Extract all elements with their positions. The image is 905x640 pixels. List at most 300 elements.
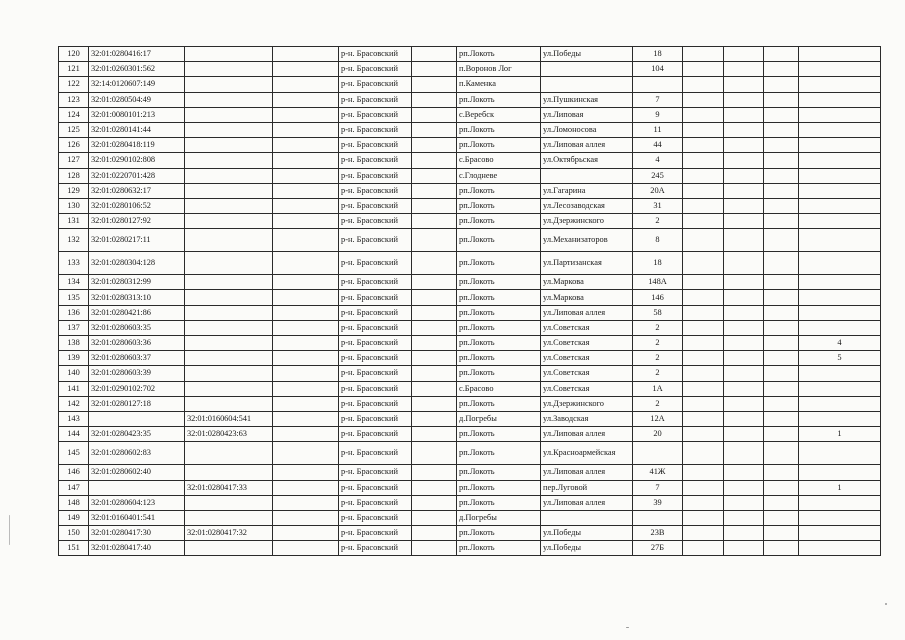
- cadastral-number-2: [185, 198, 273, 213]
- empty-cell: [724, 541, 764, 556]
- empty-cell: [764, 510, 799, 525]
- house-number-cell: 2: [633, 320, 683, 335]
- empty-cell: [764, 62, 799, 77]
- empty-cell: [412, 411, 457, 426]
- empty-cell: [724, 351, 764, 366]
- empty-cell: [683, 541, 724, 556]
- cadastral-number: 32:01:0280604:123: [89, 495, 185, 510]
- locality-cell: рп.Локоть: [457, 480, 541, 495]
- street-cell: ул.Победы: [541, 47, 633, 62]
- row-number: 126: [59, 138, 89, 153]
- cadastral-number-2: [185, 305, 273, 320]
- empty-cell: [683, 214, 724, 229]
- empty-cell: [724, 183, 764, 198]
- house-number-cell: 20: [633, 427, 683, 442]
- property-registry-table: [58, 46, 881, 556]
- cadastral-number-2: [185, 168, 273, 183]
- locality-cell: рп.Локоть: [457, 198, 541, 213]
- empty-cell: [683, 92, 724, 107]
- house-number-cell: 12А: [633, 411, 683, 426]
- table-row: [59, 480, 881, 495]
- locality-cell: рп.Локоть: [457, 305, 541, 320]
- house-number-cell: 146: [633, 290, 683, 305]
- locality-cell: с.Брасово: [457, 381, 541, 396]
- table-row: [59, 351, 881, 366]
- cadastral-number: 32:01:0280603:35: [89, 320, 185, 335]
- apartment-cell: [799, 214, 881, 229]
- cadastral-number: 32:01:0290102:808: [89, 153, 185, 168]
- house-number-cell: 18: [633, 252, 683, 275]
- cadastral-number-2: [185, 77, 273, 92]
- empty-cell: [273, 214, 339, 229]
- empty-cell: [412, 510, 457, 525]
- apartment-cell: 1: [799, 480, 881, 495]
- street-cell: ул.Маркова: [541, 290, 633, 305]
- empty-cell: [764, 480, 799, 495]
- cadastral-number-2: [185, 47, 273, 62]
- row-number: 136: [59, 305, 89, 320]
- empty-cell: [724, 305, 764, 320]
- apartment-cell: [799, 275, 881, 290]
- empty-cell: [764, 495, 799, 510]
- locality-cell: рп.Локоть: [457, 320, 541, 335]
- region-cell: р-н. Брасовский: [339, 122, 412, 137]
- apartment-cell: [799, 526, 881, 541]
- empty-cell: [683, 351, 724, 366]
- cadastral-number-2: [185, 290, 273, 305]
- empty-cell: [683, 480, 724, 495]
- row-number: 147: [59, 480, 89, 495]
- empty-cell: [764, 92, 799, 107]
- table-row: [59, 465, 881, 480]
- empty-cell: [412, 290, 457, 305]
- empty-cell: [412, 526, 457, 541]
- empty-cell: [724, 396, 764, 411]
- street-cell: ул.Липовая: [541, 107, 633, 122]
- house-number-cell: 2: [633, 366, 683, 381]
- locality-cell: с.Брасово: [457, 153, 541, 168]
- locality-cell: с.Веребск: [457, 107, 541, 122]
- empty-cell: [412, 396, 457, 411]
- empty-cell: [273, 366, 339, 381]
- empty-cell: [724, 107, 764, 122]
- locality-cell: с.Глодневе: [457, 168, 541, 183]
- cadastral-number-2: [185, 92, 273, 107]
- empty-cell: [764, 465, 799, 480]
- empty-cell: [724, 366, 764, 381]
- row-number: 128: [59, 168, 89, 183]
- empty-cell: [273, 351, 339, 366]
- cadastral-number: [89, 480, 185, 495]
- empty-cell: [412, 198, 457, 213]
- street-cell: [541, 77, 633, 92]
- region-cell: р-н. Брасовский: [339, 480, 412, 495]
- empty-cell: [412, 92, 457, 107]
- empty-cell: [683, 138, 724, 153]
- empty-cell: [273, 465, 339, 480]
- empty-cell: [764, 77, 799, 92]
- street-cell: ул.Красноармейская: [541, 442, 633, 465]
- street-cell: [541, 62, 633, 77]
- empty-cell: [412, 168, 457, 183]
- locality-cell: рп.Локоть: [457, 183, 541, 198]
- table-row: [59, 77, 881, 92]
- locality-cell: рп.Локоть: [457, 138, 541, 153]
- locality-cell: рп.Локоть: [457, 427, 541, 442]
- street-cell: ул.Советская: [541, 320, 633, 335]
- table-row: [59, 183, 881, 198]
- locality-cell: рп.Локоть: [457, 229, 541, 252]
- table-row: [59, 47, 881, 62]
- cadastral-number: 32:01:0280603:36: [89, 336, 185, 351]
- empty-cell: [273, 495, 339, 510]
- street-cell: ул.Пушкинская: [541, 92, 633, 107]
- cadastral-number: 32:01:0280603:37: [89, 351, 185, 366]
- street-cell: ул.Заводская: [541, 411, 633, 426]
- region-cell: р-н. Брасовский: [339, 107, 412, 122]
- empty-cell: [724, 214, 764, 229]
- apartment-cell: [799, 366, 881, 381]
- cadastral-number: 32:01:0280602:40: [89, 465, 185, 480]
- empty-cell: [683, 396, 724, 411]
- row-number: 130: [59, 198, 89, 213]
- street-cell: [541, 168, 633, 183]
- cadastral-number-2: 32:01:0280423:63: [185, 427, 273, 442]
- empty-cell: [724, 62, 764, 77]
- empty-cell: [724, 510, 764, 525]
- table-row: [59, 495, 881, 510]
- region-cell: р-н. Брасовский: [339, 541, 412, 556]
- street-cell: пер.Луговой: [541, 480, 633, 495]
- cadastral-number-2: [185, 183, 273, 198]
- table-row: [59, 427, 881, 442]
- locality-cell: рп.Локоть: [457, 122, 541, 137]
- street-cell: ул.Липовая аллея: [541, 138, 633, 153]
- empty-cell: [412, 275, 457, 290]
- cadastral-number-2: [185, 396, 273, 411]
- empty-cell: [764, 541, 799, 556]
- region-cell: р-н. Брасовский: [339, 396, 412, 411]
- empty-cell: [683, 168, 724, 183]
- cadastral-number-2: [185, 336, 273, 351]
- locality-cell: рп.Локоть: [457, 366, 541, 381]
- empty-cell: [273, 442, 339, 465]
- empty-cell: [273, 381, 339, 396]
- cadastral-number-2: [185, 138, 273, 153]
- empty-cell: [683, 381, 724, 396]
- empty-cell: [764, 351, 799, 366]
- row-number: 143: [59, 411, 89, 426]
- table-row: [59, 138, 881, 153]
- table-row: [59, 510, 881, 525]
- locality-cell: рп.Локоть: [457, 396, 541, 411]
- empty-cell: [683, 526, 724, 541]
- empty-cell: [412, 214, 457, 229]
- cadastral-number-2: [185, 381, 273, 396]
- empty-cell: [764, 183, 799, 198]
- cadastral-number-2: [185, 107, 273, 122]
- house-number-cell: 2: [633, 336, 683, 351]
- apartment-cell: [799, 381, 881, 396]
- empty-cell: [724, 168, 764, 183]
- apartment-cell: [799, 305, 881, 320]
- apartment-cell: [799, 62, 881, 77]
- empty-cell: [273, 77, 339, 92]
- empty-cell: [683, 62, 724, 77]
- table-row: [59, 275, 881, 290]
- apartment-cell: [799, 229, 881, 252]
- empty-cell: [273, 396, 339, 411]
- empty-cell: [683, 427, 724, 442]
- empty-cell: [273, 229, 339, 252]
- cadastral-number-2: [185, 495, 273, 510]
- street-cell: ул.Дзержинского: [541, 396, 633, 411]
- empty-cell: [412, 183, 457, 198]
- row-number: 120: [59, 47, 89, 62]
- region-cell: р-н. Брасовский: [339, 275, 412, 290]
- apartment-cell: [799, 183, 881, 198]
- empty-cell: [764, 229, 799, 252]
- empty-cell: [724, 381, 764, 396]
- apartment-cell: [799, 107, 881, 122]
- street-cell: [541, 510, 633, 525]
- empty-cell: [273, 183, 339, 198]
- empty-cell: [724, 153, 764, 168]
- cadastral-number-2: 32:01:0280417:33: [185, 480, 273, 495]
- region-cell: р-н. Брасовский: [339, 510, 412, 525]
- cadastral-number-2: [185, 229, 273, 252]
- cadastral-number-2: [185, 465, 273, 480]
- apartment-cell: [799, 290, 881, 305]
- locality-cell: рп.Локоть: [457, 495, 541, 510]
- region-cell: р-н. Брасовский: [339, 153, 412, 168]
- street-cell: ул.Дзержинского: [541, 214, 633, 229]
- row-number: 144: [59, 427, 89, 442]
- apartment-cell: [799, 495, 881, 510]
- empty-cell: [724, 336, 764, 351]
- empty-cell: [764, 336, 799, 351]
- empty-cell: [724, 138, 764, 153]
- empty-cell: [412, 252, 457, 275]
- house-number-cell: [633, 510, 683, 525]
- cadastral-number: 32:01:0280304:128: [89, 252, 185, 275]
- empty-cell: [412, 336, 457, 351]
- empty-cell: [764, 305, 799, 320]
- locality-cell: рп.Локоть: [457, 336, 541, 351]
- apartment-cell: 5: [799, 351, 881, 366]
- apartment-cell: [799, 198, 881, 213]
- empty-cell: [683, 320, 724, 335]
- empty-cell: [764, 275, 799, 290]
- row-number: 151: [59, 541, 89, 556]
- empty-cell: [273, 411, 339, 426]
- street-cell: ул.Липовая аллея: [541, 495, 633, 510]
- house-number-cell: 27Б: [633, 541, 683, 556]
- apartment-cell: [799, 465, 881, 480]
- row-number: 133: [59, 252, 89, 275]
- empty-cell: [412, 320, 457, 335]
- street-cell: ул.Советская: [541, 351, 633, 366]
- region-cell: р-н. Брасовский: [339, 168, 412, 183]
- cadastral-number: 32:01:0280217:11: [89, 229, 185, 252]
- table-body: [59, 47, 881, 556]
- cadastral-number: 32:01:0280418:119: [89, 138, 185, 153]
- house-number-cell: 2: [633, 351, 683, 366]
- apartment-cell: [799, 396, 881, 411]
- empty-cell: [764, 427, 799, 442]
- region-cell: р-н. Брасовский: [339, 336, 412, 351]
- locality-cell: рп.Локоть: [457, 252, 541, 275]
- empty-cell: [273, 510, 339, 525]
- empty-cell: [724, 411, 764, 426]
- house-number-cell: 7: [633, 92, 683, 107]
- apartment-cell: [799, 252, 881, 275]
- empty-cell: [412, 107, 457, 122]
- empty-cell: [724, 252, 764, 275]
- table-row: [59, 411, 881, 426]
- table-row: [59, 252, 881, 275]
- empty-cell: [764, 198, 799, 213]
- row-number: 122: [59, 77, 89, 92]
- empty-cell: [683, 290, 724, 305]
- street-cell: ул.Ломоносова: [541, 122, 633, 137]
- house-number-cell: 18: [633, 47, 683, 62]
- house-number-cell: 1А: [633, 381, 683, 396]
- region-cell: р-н. Брасовский: [339, 411, 412, 426]
- locality-cell: рп.Локоть: [457, 526, 541, 541]
- street-cell: ул.Лесозаводская: [541, 198, 633, 213]
- empty-cell: [412, 427, 457, 442]
- empty-cell: [764, 168, 799, 183]
- empty-cell: [724, 427, 764, 442]
- empty-cell: [273, 47, 339, 62]
- apartment-cell: [799, 138, 881, 153]
- row-number: 121: [59, 62, 89, 77]
- house-number-cell: 11: [633, 122, 683, 137]
- cadastral-number: 32:01:0280602:83: [89, 442, 185, 465]
- row-number: 141: [59, 381, 89, 396]
- house-number-cell: 39: [633, 495, 683, 510]
- table-row: [59, 122, 881, 137]
- house-number-cell: 7: [633, 480, 683, 495]
- house-number-cell: 104: [633, 62, 683, 77]
- apartment-cell: [799, 442, 881, 465]
- cadastral-number: 32:01:0280127:18: [89, 396, 185, 411]
- table-row: [59, 62, 881, 77]
- cadastral-number: 32:14:0120607:149: [89, 77, 185, 92]
- cadastral-number: [89, 411, 185, 426]
- table-row: [59, 153, 881, 168]
- empty-cell: [412, 47, 457, 62]
- cadastral-number-2: [185, 541, 273, 556]
- apartment-cell: [799, 77, 881, 92]
- cadastral-number-2: 32:01:0160604:541: [185, 411, 273, 426]
- region-cell: р-н. Брасовский: [339, 526, 412, 541]
- empty-cell: [273, 275, 339, 290]
- locality-cell: п.Воронов Лог: [457, 62, 541, 77]
- region-cell: р-н. Брасовский: [339, 427, 412, 442]
- region-cell: р-н. Брасовский: [339, 442, 412, 465]
- cadastral-number-2: [185, 122, 273, 137]
- locality-cell: рп.Локоть: [457, 214, 541, 229]
- empty-cell: [412, 77, 457, 92]
- empty-cell: [273, 168, 339, 183]
- empty-cell: [724, 198, 764, 213]
- table-row: [59, 336, 881, 351]
- row-number: 140: [59, 366, 89, 381]
- empty-cell: [683, 198, 724, 213]
- scan-mark: [885, 603, 887, 605]
- apartment-cell: [799, 153, 881, 168]
- row-number: 134: [59, 275, 89, 290]
- empty-cell: [764, 138, 799, 153]
- empty-cell: [764, 366, 799, 381]
- empty-cell: [273, 62, 339, 77]
- cadastral-number: 32:01:0280127:92: [89, 214, 185, 229]
- table-row: [59, 526, 881, 541]
- street-cell: ул.Октябрьская: [541, 153, 633, 168]
- empty-cell: [273, 92, 339, 107]
- house-number-cell: 20А: [633, 183, 683, 198]
- empty-cell: [683, 465, 724, 480]
- region-cell: р-н. Брасовский: [339, 495, 412, 510]
- row-number: 145: [59, 442, 89, 465]
- cadastral-number: 32:01:0280504:49: [89, 92, 185, 107]
- empty-cell: [724, 290, 764, 305]
- cadastral-number: 32:01:0160401:541: [89, 510, 185, 525]
- empty-cell: [683, 366, 724, 381]
- street-cell: ул.Победы: [541, 541, 633, 556]
- empty-cell: [724, 77, 764, 92]
- empty-cell: [412, 495, 457, 510]
- cadastral-number-2: [185, 153, 273, 168]
- region-cell: р-н. Брасовский: [339, 381, 412, 396]
- region-cell: р-н. Брасовский: [339, 305, 412, 320]
- cadastral-number-2: [185, 320, 273, 335]
- empty-cell: [683, 411, 724, 426]
- empty-cell: [683, 107, 724, 122]
- empty-cell: [683, 275, 724, 290]
- empty-cell: [412, 381, 457, 396]
- empty-cell: [273, 252, 339, 275]
- cadastral-number-2: [185, 252, 273, 275]
- house-number-cell: 148А: [633, 275, 683, 290]
- region-cell: р-н. Брасовский: [339, 214, 412, 229]
- empty-cell: [683, 305, 724, 320]
- empty-cell: [273, 305, 339, 320]
- empty-cell: [683, 510, 724, 525]
- empty-cell: [412, 442, 457, 465]
- empty-cell: [764, 214, 799, 229]
- empty-cell: [273, 198, 339, 213]
- locality-cell: рп.Локоть: [457, 290, 541, 305]
- table-row: [59, 229, 881, 252]
- empty-cell: [412, 153, 457, 168]
- empty-cell: [273, 427, 339, 442]
- house-number-cell: 245: [633, 168, 683, 183]
- apartment-cell: [799, 510, 881, 525]
- table-row: [59, 107, 881, 122]
- empty-cell: [764, 526, 799, 541]
- house-number-cell: 44: [633, 138, 683, 153]
- empty-cell: [764, 320, 799, 335]
- cadastral-number: 32:01:0290102:702: [89, 381, 185, 396]
- empty-cell: [412, 122, 457, 137]
- empty-cell: [273, 138, 339, 153]
- locality-cell: рп.Локоть: [457, 351, 541, 366]
- empty-cell: [683, 495, 724, 510]
- cadastral-number: 32:01:0280417:40: [89, 541, 185, 556]
